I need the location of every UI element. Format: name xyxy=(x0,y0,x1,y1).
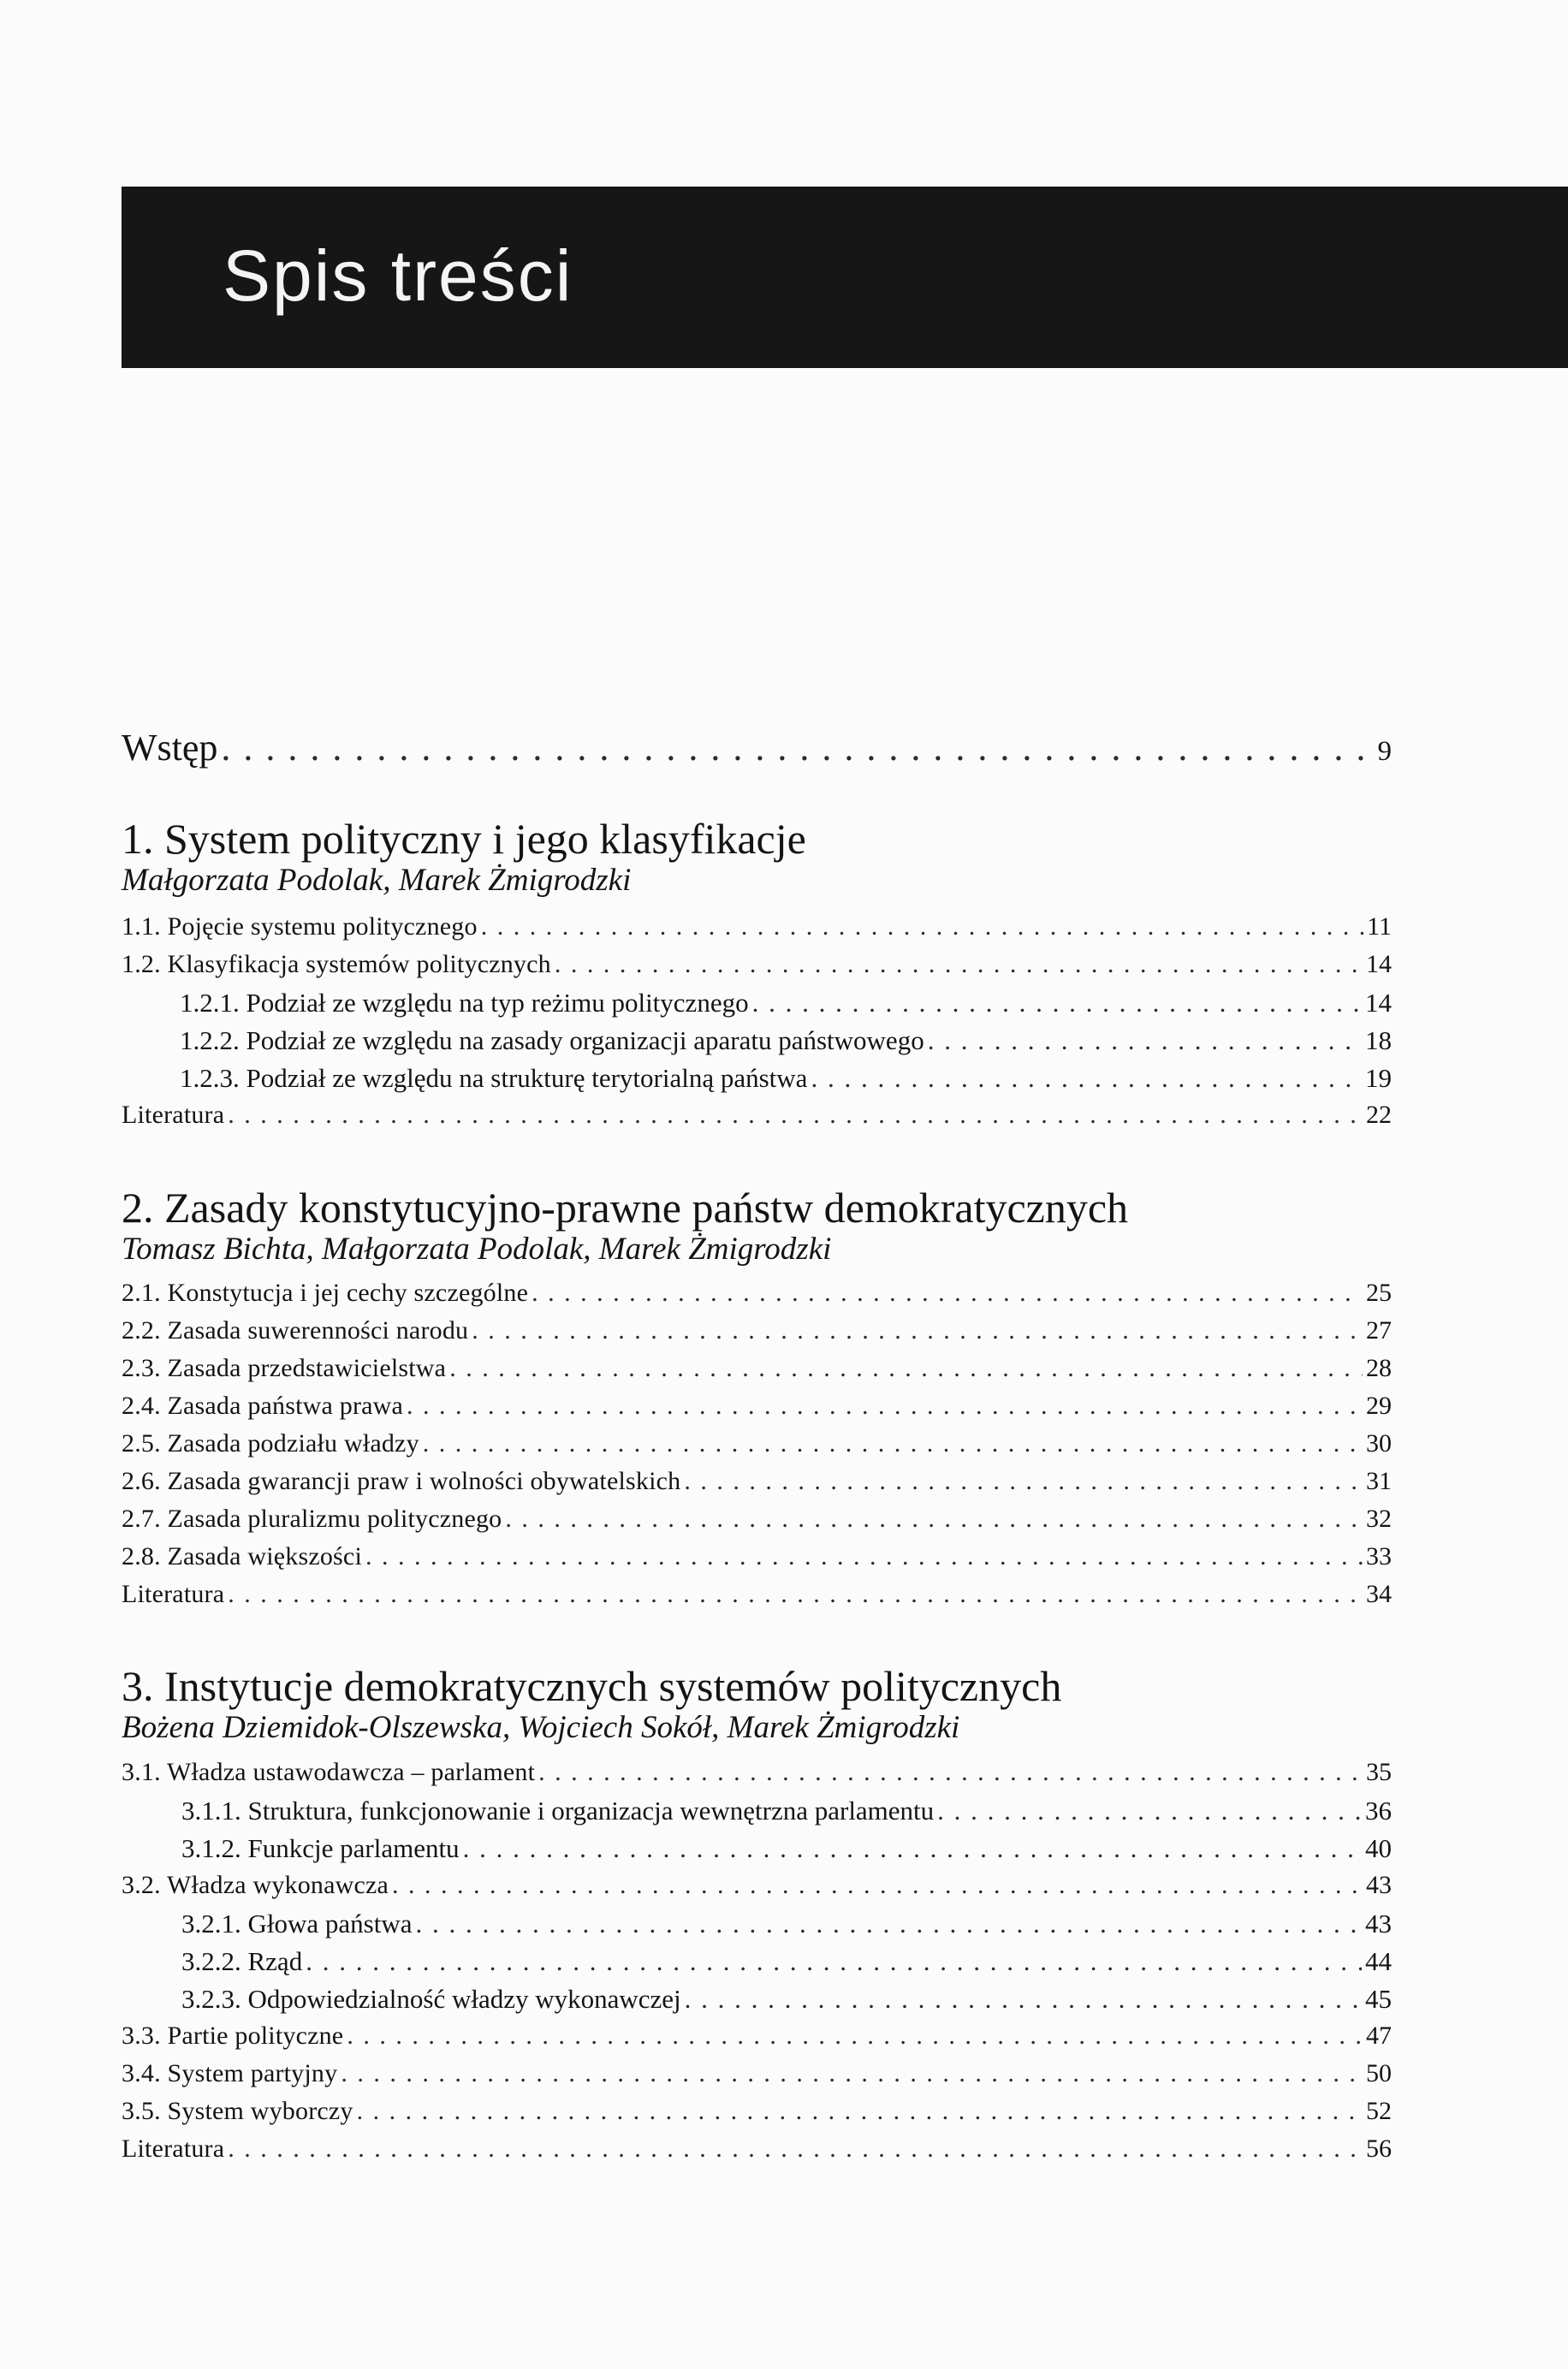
chapter-authors: Małgorzata Podolak, Marek Żmigrodzki xyxy=(122,863,632,898)
toc-entry-label: 2.7. Zasada pluralizmu politycznego xyxy=(122,1505,502,1533)
toc-page-number: 43 xyxy=(1365,1909,1392,1939)
dot-leader xyxy=(752,988,1362,1018)
toc-page-number: 43 xyxy=(1366,1871,1392,1899)
toc-entry[interactable] xyxy=(122,1580,1392,1614)
toc-entry-label: 2.5. Zasada podziału władzy xyxy=(122,1429,419,1458)
toc-entry[interactable] xyxy=(181,1946,1392,1980)
toc-entry[interactable] xyxy=(180,1063,1392,1097)
page-title-banner xyxy=(122,187,1568,368)
toc-entry-label: 3.2.2. Rząd xyxy=(181,1946,303,1976)
toc-page-number: 29 xyxy=(1366,1392,1392,1420)
toc-entry-label: Literatura xyxy=(122,1580,225,1608)
toc-entry[interactable] xyxy=(181,1984,1392,2018)
dot-leader xyxy=(228,2134,1363,2164)
toc-entry-label: 1.2. Klasyfikacja systemów politycznych xyxy=(122,950,551,978)
toc-entry[interactable] xyxy=(122,1429,1392,1464)
dot-leader xyxy=(937,1796,1362,1826)
toc-entry-label: 1.2.3. Podział ze względu na strukturę terytorialną państwa xyxy=(180,1063,808,1093)
toc-entry[interactable] xyxy=(122,1354,1392,1388)
toc-entry[interactable] xyxy=(122,912,1392,947)
chapter-title[interactable]: 2. Zasady konstytucyjno-prawne państw demokratycznych xyxy=(122,1184,1129,1232)
toc-page-number: 45 xyxy=(1365,1984,1392,2014)
toc-entry-label: 3.1.2. Funkcje parlamentu xyxy=(181,1833,460,1863)
chapter-title[interactable]: 3. Instytucje demokratycznych systemów politycznych xyxy=(122,1662,1062,1710)
dot-leader xyxy=(228,1580,1363,1609)
toc-entry[interactable] xyxy=(122,1101,1392,1135)
dot-leader xyxy=(341,2059,1363,2088)
dot-leader xyxy=(928,1025,1362,1056)
dot-leader xyxy=(532,1279,1363,1308)
chapter-title[interactable]: 1. System polityczny i jego klasyfikacje xyxy=(122,815,806,863)
toc-entry-label: 2.1. Konstytucja i jej cechy szczególne xyxy=(122,1279,529,1307)
dot-leader xyxy=(347,2022,1363,2051)
toc-entry-label: 3.2.1. Głowa państwa xyxy=(181,1909,413,1939)
chapter-authors: Tomasz Bichta, Małgorzata Podolak, Marek Żmigrodzki xyxy=(122,1232,832,1267)
toc-entry[interactable] xyxy=(122,1758,1392,1792)
toc-entry-label: Literatura xyxy=(122,2134,225,2163)
toc-page-number: 22 xyxy=(1366,1101,1392,1129)
toc-entry-label: 2.3. Zasada przedstawicielstwa xyxy=(122,1354,447,1382)
toc-page-number: 32 xyxy=(1366,1505,1392,1533)
toc-entry-label: 3.2.3. Odpowiedzialność władzy wykonawczej xyxy=(181,1984,681,2014)
toc-entry[interactable] xyxy=(122,1316,1392,1351)
dot-leader xyxy=(407,1392,1363,1421)
toc-page-number: 18 xyxy=(1365,1025,1392,1055)
toc-page-number: 11 xyxy=(1367,912,1392,941)
toc-entry-label: 2.6. Zasada gwarancji praw i wolności obywatelskich xyxy=(122,1467,681,1495)
toc-page-number: 14 xyxy=(1366,950,1392,978)
toc-page-number: 35 xyxy=(1366,1758,1392,1786)
toc-entry-label: 3.5. System wyborczy xyxy=(122,2097,353,2125)
toc-entry-label: 3.3. Partie polityczne xyxy=(122,2022,344,2050)
dot-leader xyxy=(463,1833,1362,1864)
toc-page-number: 27 xyxy=(1366,1316,1392,1345)
toc-entry-label: Literatura xyxy=(122,1101,225,1129)
dot-leader xyxy=(505,1505,1363,1534)
toc-entry[interactable] xyxy=(122,2022,1392,2056)
dot-leader xyxy=(415,1909,1362,1939)
dot-leader xyxy=(228,1101,1363,1130)
toc-page-number: 9 xyxy=(1377,736,1392,767)
toc-entry-label: 1.1. Pojęcie systemu politycznego xyxy=(122,912,478,941)
toc-entry[interactable] xyxy=(181,1796,1392,1830)
toc-entry-label: 2.4. Zasada państwa prawa xyxy=(122,1392,404,1420)
toc-entry-label: 3.4. System partyjny xyxy=(122,2059,338,2087)
toc-page-number: 50 xyxy=(1366,2059,1392,2087)
toc-page-number: 19 xyxy=(1365,1063,1392,1093)
toc-entry[interactable] xyxy=(122,950,1392,984)
toc-page-number: 31 xyxy=(1366,1467,1392,1495)
dot-leader xyxy=(392,1871,1363,1900)
toc-entry[interactable] xyxy=(122,1279,1392,1313)
dot-leader xyxy=(811,1063,1362,1094)
toc-entry[interactable] xyxy=(122,1542,1392,1576)
toc-page-number: 47 xyxy=(1366,2022,1392,2050)
dot-leader xyxy=(423,1429,1363,1458)
toc-page-number: 30 xyxy=(1366,1429,1392,1458)
toc-entry-label: 3.2. Władza wykonawcza xyxy=(122,1871,389,1899)
dot-leader xyxy=(357,2097,1363,2126)
toc-entry[interactable] xyxy=(180,1025,1392,1060)
dot-leader xyxy=(685,1984,1362,2015)
dot-leader xyxy=(449,1354,1363,1383)
toc-page-number: 52 xyxy=(1366,2097,1392,2125)
toc-entry[interactable] xyxy=(122,2059,1392,2093)
toc-page-number: 28 xyxy=(1366,1354,1392,1382)
toc-entry[interactable] xyxy=(181,1909,1392,1943)
toc-entry[interactable] xyxy=(181,1833,1392,1867)
dot-leader xyxy=(472,1316,1363,1345)
toc-entry-label: Wstęp xyxy=(122,727,218,769)
toc-entry-label: 2.2. Zasada suwerenności narodu xyxy=(122,1316,469,1345)
chapter-authors: Bożena Dziemidok-Olszewska, Wojciech Sokół, Marek Żmigrodzki xyxy=(122,1710,960,1745)
toc-entry[interactable] xyxy=(180,988,1392,1022)
dot-leader xyxy=(481,912,1363,941)
dot-leader xyxy=(538,1758,1363,1787)
toc-entry[interactable] xyxy=(122,1505,1392,1539)
toc-entry[interactable] xyxy=(122,2097,1392,2131)
toc-entry-label: 3.1.1. Struktura, funkcjonowanie i organizacja wewnętrzna parlamentu xyxy=(181,1796,935,1826)
toc-page-number: 36 xyxy=(1365,1796,1392,1826)
toc-entry-label: 2.8. Zasada większości xyxy=(122,1542,362,1570)
toc-page-number: 14 xyxy=(1365,988,1392,1018)
toc-entry-intro[interactable] xyxy=(122,726,1392,777)
dot-leader xyxy=(365,1542,1363,1571)
page-title: Spis treści xyxy=(223,235,573,316)
toc-page-number: 56 xyxy=(1366,2134,1392,2163)
dot-leader xyxy=(221,726,1374,769)
dot-leader xyxy=(306,1946,1362,1977)
toc-page-number: 33 xyxy=(1366,1542,1392,1570)
toc-page-number: 25 xyxy=(1366,1279,1392,1307)
toc-entry[interactable] xyxy=(122,2134,1392,2169)
toc-page-number: 44 xyxy=(1365,1946,1392,1976)
toc-page-number: 34 xyxy=(1366,1580,1392,1608)
toc-entry-label: 1.2.2. Podział ze względu na zasady organizacji aparatu państwowego xyxy=(180,1025,924,1055)
toc-page-number: 40 xyxy=(1365,1833,1392,1863)
toc-entry[interactable] xyxy=(122,1871,1392,1905)
toc-entry[interactable] xyxy=(122,1392,1392,1426)
dot-leader xyxy=(555,950,1363,979)
toc-entry-label: 1.2.1. Podział ze względu na typ reżimu politycznego xyxy=(180,988,749,1018)
dot-leader xyxy=(684,1467,1363,1496)
toc-entry[interactable] xyxy=(122,1467,1392,1501)
toc-entry-label: 3.1. Władza ustawodawcza – parlament xyxy=(122,1758,536,1786)
